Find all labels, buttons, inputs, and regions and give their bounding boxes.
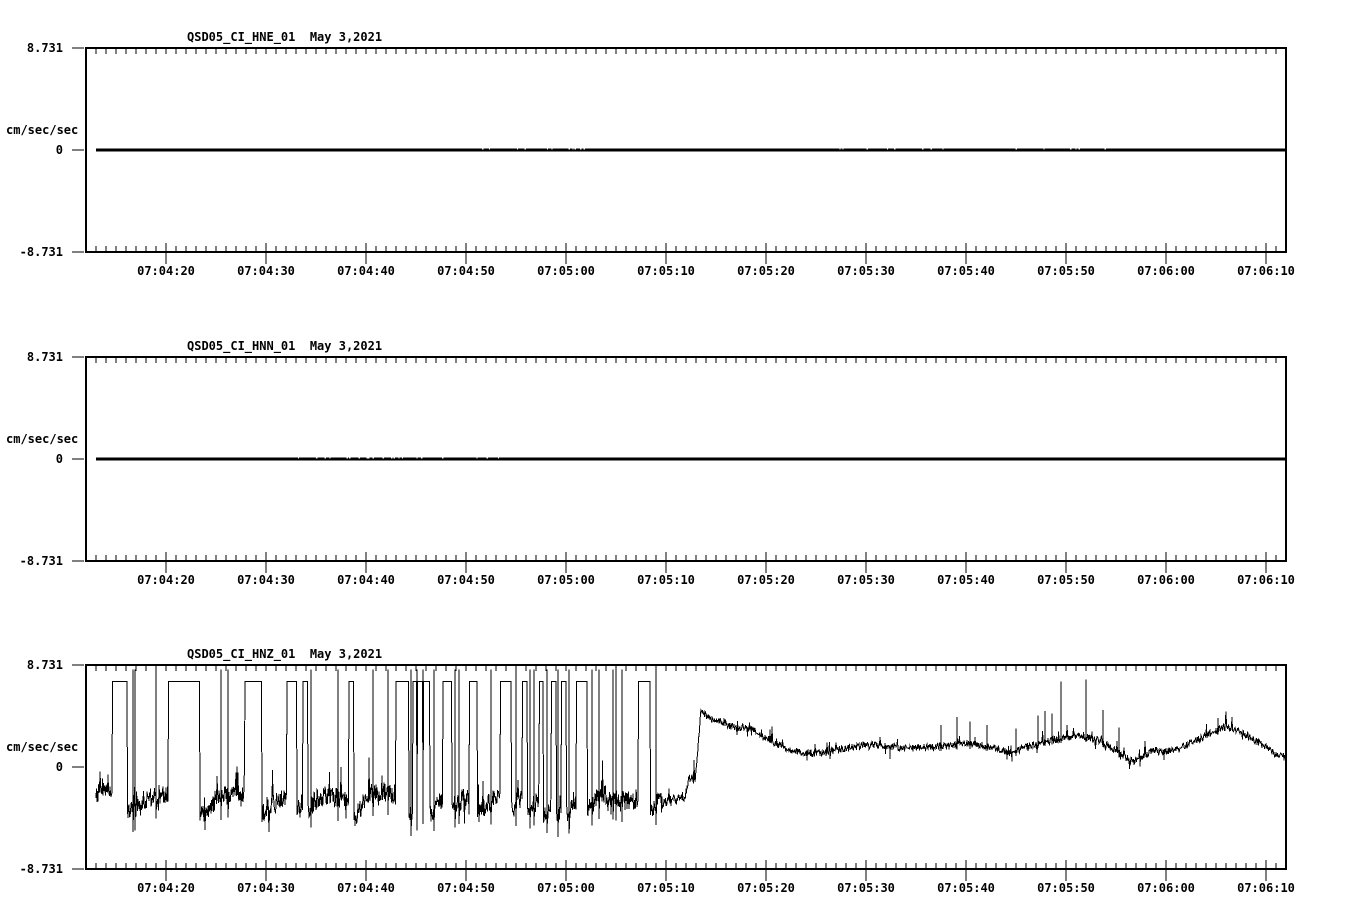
x-tick-label: 07:05:10 [637, 573, 695, 587]
axis-ticks [96, 48, 1276, 264]
x-tick-label: 07:05:00 [537, 573, 595, 587]
x-tick-label: 07:06:00 [1137, 881, 1195, 895]
panel-hnz [72, 665, 1286, 881]
x-tick-label: 07:04:40 [337, 881, 395, 895]
y-axis-unit: cm/sec/sec [6, 432, 79, 446]
x-tick-label: 07:04:40 [337, 264, 395, 278]
panel-title: QSD05_CI_HNZ_01 May 3,2021 [187, 647, 383, 661]
y-tick-label: 8.731 [26, 350, 63, 364]
x-tick-label: 07:05:40 [937, 573, 995, 587]
x-tick-label: 07:05:00 [537, 264, 595, 278]
y-tick-label: 8.731 [26, 41, 63, 55]
x-tick-label: 07:05:00 [537, 881, 595, 895]
y-axis-unit: cm/sec/sec [6, 123, 79, 137]
x-tick-label: 07:06:00 [1137, 573, 1195, 587]
trace-hnz [96, 670, 1286, 837]
panel-hnn [72, 357, 1286, 573]
x-tick-label: 07:04:30 [237, 573, 295, 587]
x-tick-label: 07:05:50 [1037, 264, 1095, 278]
y-tick-label: -8.731 [19, 554, 63, 568]
x-tick-label: 07:04:20 [137, 573, 195, 587]
x-tick-label: 07:04:50 [437, 881, 495, 895]
y-axis-unit: cm/sec/sec [6, 740, 79, 754]
axis-ticks [96, 357, 1276, 573]
panel-title: QSD05_CI_HNE_01 May 3,2021 [187, 30, 383, 44]
y-tick-label: 8.731 [26, 658, 63, 672]
y-tick-label: -8.731 [19, 862, 63, 876]
x-tick-label: 07:05:10 [637, 264, 695, 278]
x-tick-label: 07:05:50 [1037, 573, 1095, 587]
x-tick-label: 07:04:50 [437, 264, 495, 278]
panel-hne [72, 48, 1286, 264]
x-tick-label: 07:04:40 [337, 573, 395, 587]
x-tick-label: 07:05:10 [637, 881, 695, 895]
x-tick-label: 07:06:10 [1237, 573, 1295, 587]
x-tick-label: 07:05:30 [837, 881, 895, 895]
x-tick-label: 07:05:50 [1037, 881, 1095, 895]
x-tick-label: 07:06:00 [1137, 264, 1195, 278]
y-tick-label: -8.731 [19, 245, 63, 259]
x-tick-label: 07:05:20 [737, 881, 795, 895]
panel-title: QSD05_CI_HNN_01 May 3,2021 [187, 339, 383, 353]
x-tick-label: 07:05:40 [937, 881, 995, 895]
x-tick-label: 07:05:30 [837, 573, 895, 587]
x-tick-label: 07:05:20 [737, 573, 795, 587]
x-tick-label: 07:04:20 [137, 881, 195, 895]
y-tick-label: 0 [55, 452, 63, 466]
y-tick-label: 0 [55, 760, 63, 774]
x-tick-label: 07:04:50 [437, 573, 495, 587]
x-tick-label: 07:04:30 [237, 881, 295, 895]
plot-border [86, 665, 1286, 869]
x-tick-label: 07:06:10 [1237, 264, 1295, 278]
x-tick-label: 07:04:30 [237, 264, 295, 278]
x-tick-label: 07:05:20 [737, 264, 795, 278]
x-tick-label: 07:05:30 [837, 264, 895, 278]
x-tick-label: 07:04:20 [137, 264, 195, 278]
x-tick-label: 07:06:10 [1237, 881, 1295, 895]
x-tick-label: 07:05:40 [937, 264, 995, 278]
y-tick-label: 0 [55, 143, 63, 157]
